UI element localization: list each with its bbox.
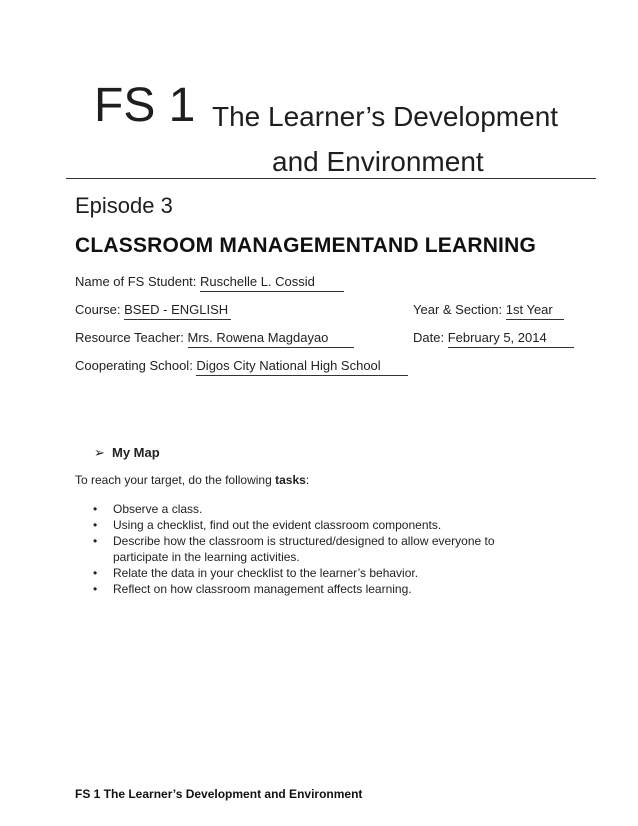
tasks-intro-bold: tasks	[275, 473, 306, 487]
task-text: Observe a class.	[113, 502, 203, 516]
year-section-label: Year & Section:	[413, 302, 506, 317]
resource-teacher-value: Mrs. Rowena Magdayao	[188, 329, 354, 348]
topic-heading: CLASSROOM MANAGEMENTAND LEARNING	[75, 234, 536, 257]
student-name-value: Ruschelle L. Cossid	[200, 273, 344, 292]
course-value: BSED - ENGLISH	[124, 301, 231, 320]
tasks-intro	[75, 472, 309, 489]
resource-teacher-label: Resource Teacher:	[75, 330, 188, 345]
task-text: Describe how the classroom is structured/designed to allow everyone to participate in the learning activities.	[113, 534, 495, 564]
episode-heading: Episode 3	[75, 193, 173, 218]
date-label: Date:	[413, 330, 448, 345]
title-line-2: and Environment	[272, 146, 484, 177]
my-map-label: My Map	[112, 445, 160, 460]
list-item	[93, 533, 553, 565]
arrow-bullet-icon: ➢	[94, 445, 105, 460]
bullet-icon: •	[93, 502, 98, 516]
student-name-field	[75, 273, 344, 292]
date-value: February 5, 2014	[448, 329, 574, 348]
task-list	[93, 501, 553, 597]
cooperating-school-label: Cooperating School:	[75, 358, 197, 373]
list-item	[93, 517, 553, 533]
cooperating-school-field	[75, 357, 408, 376]
year-section-value: 1st Year	[506, 301, 564, 320]
cooperating-school-value: Digos City National High School	[196, 357, 408, 376]
my-map-heading	[94, 444, 160, 462]
tasks-intro-prefix: To reach your target, do the following	[75, 473, 276, 487]
list-item	[93, 501, 553, 517]
student-name-label: Name of FS Student:	[75, 274, 201, 289]
bullet-icon: •	[93, 582, 98, 596]
task-text: Using a checklist, find out the evident classroom components.	[113, 518, 442, 532]
page-footer: FS 1 The Learner’s Development and Environment	[75, 787, 363, 801]
header-divider	[66, 178, 596, 179]
tasks-intro-suffix: :	[305, 473, 310, 487]
list-item	[93, 581, 553, 597]
year-section-field	[413, 301, 564, 320]
bullet-icon: •	[93, 534, 98, 548]
course-label: Course:	[75, 302, 125, 317]
date-field	[413, 329, 574, 348]
fs-code-heading: FS 1	[94, 79, 196, 132]
bullet-icon: •	[93, 566, 98, 580]
title-line-1: The Learner’s Development	[212, 101, 559, 132]
bullet-icon: •	[93, 518, 98, 532]
task-text: Reflect on how classroom management affects learning.	[113, 582, 412, 596]
list-item	[93, 565, 553, 581]
course-field	[75, 301, 231, 320]
task-text: Relate the data in your checklist to the learner’s behavior.	[113, 566, 419, 580]
resource-teacher-field	[75, 329, 354, 348]
